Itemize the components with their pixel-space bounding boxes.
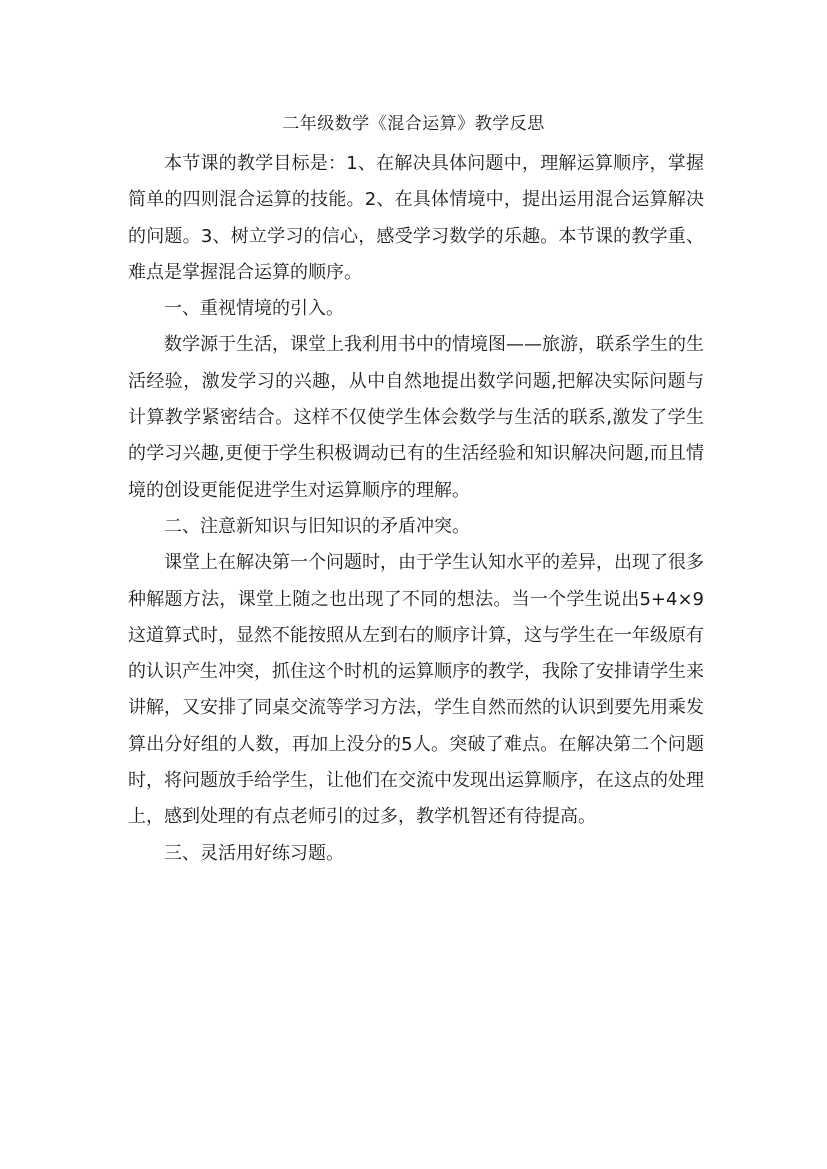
- section-heading-1: 一、重视情境的引入。: [164, 298, 344, 320]
- paragraph-section-1: 数学源于生活，课堂上我利用书中的情境图——旅游，联系学生的生活经验，激发学习的兴趣，从中自然地提出数学问题,把解决实际问题与计算教学紧密结合。这样不仅使学生体会数学与生活的联系,激发了学生的学习兴趣,更便于学生积极调动已有的生活经验和知识解决问题,而且情境的创设更能促进学生对运算顺序的理解。: [128, 334, 704, 501]
- paragraph-objectives: 本节课的教学目标是：1、在解决具体问题中，理解运算顺序，掌握简单的四则混合运算的技能。2、在具体情境中，提出运用混合运算解决的问题。3、树立学习的信心，感受学习数学的乐趣。本节课的教学重、难点是掌握混合运算的顺序。: [128, 153, 704, 283]
- paragraph-section-2: 课堂上在解决第一个问题时，由于学生认知水平的差异，出现了很多种解题方法，课堂上随之也出现了不同的想法。当一个学生说出5+4×9这道算式时，显然不能按照从左到右的顺序计算，这与学生在一年级原有的认识产生冲突，抓住这个时机的运算顺序的教学，我除了安排请学生来讲解，又安排了同桌交流等学习方法，学生自然而然的认识到要先用乘发算出分好组的人数，再加上没分的5人。突破了难点。在解决第二个问题时，将问题放手给学生，让他们在交流中发现出运算顺序，在这点的处理上，感到处理的有点老师引的过多，教学机智还有待提高。: [128, 552, 704, 828]
- section-heading-2: 二、注意新知识与旧知识的矛盾冲突。: [164, 515, 470, 537]
- section-heading-3: 三、灵活用好练习题。: [164, 842, 344, 864]
- document-body: [128, 146, 704, 872]
- document-title: 二年级数学《混合运算》教学反思: [282, 114, 545, 134]
